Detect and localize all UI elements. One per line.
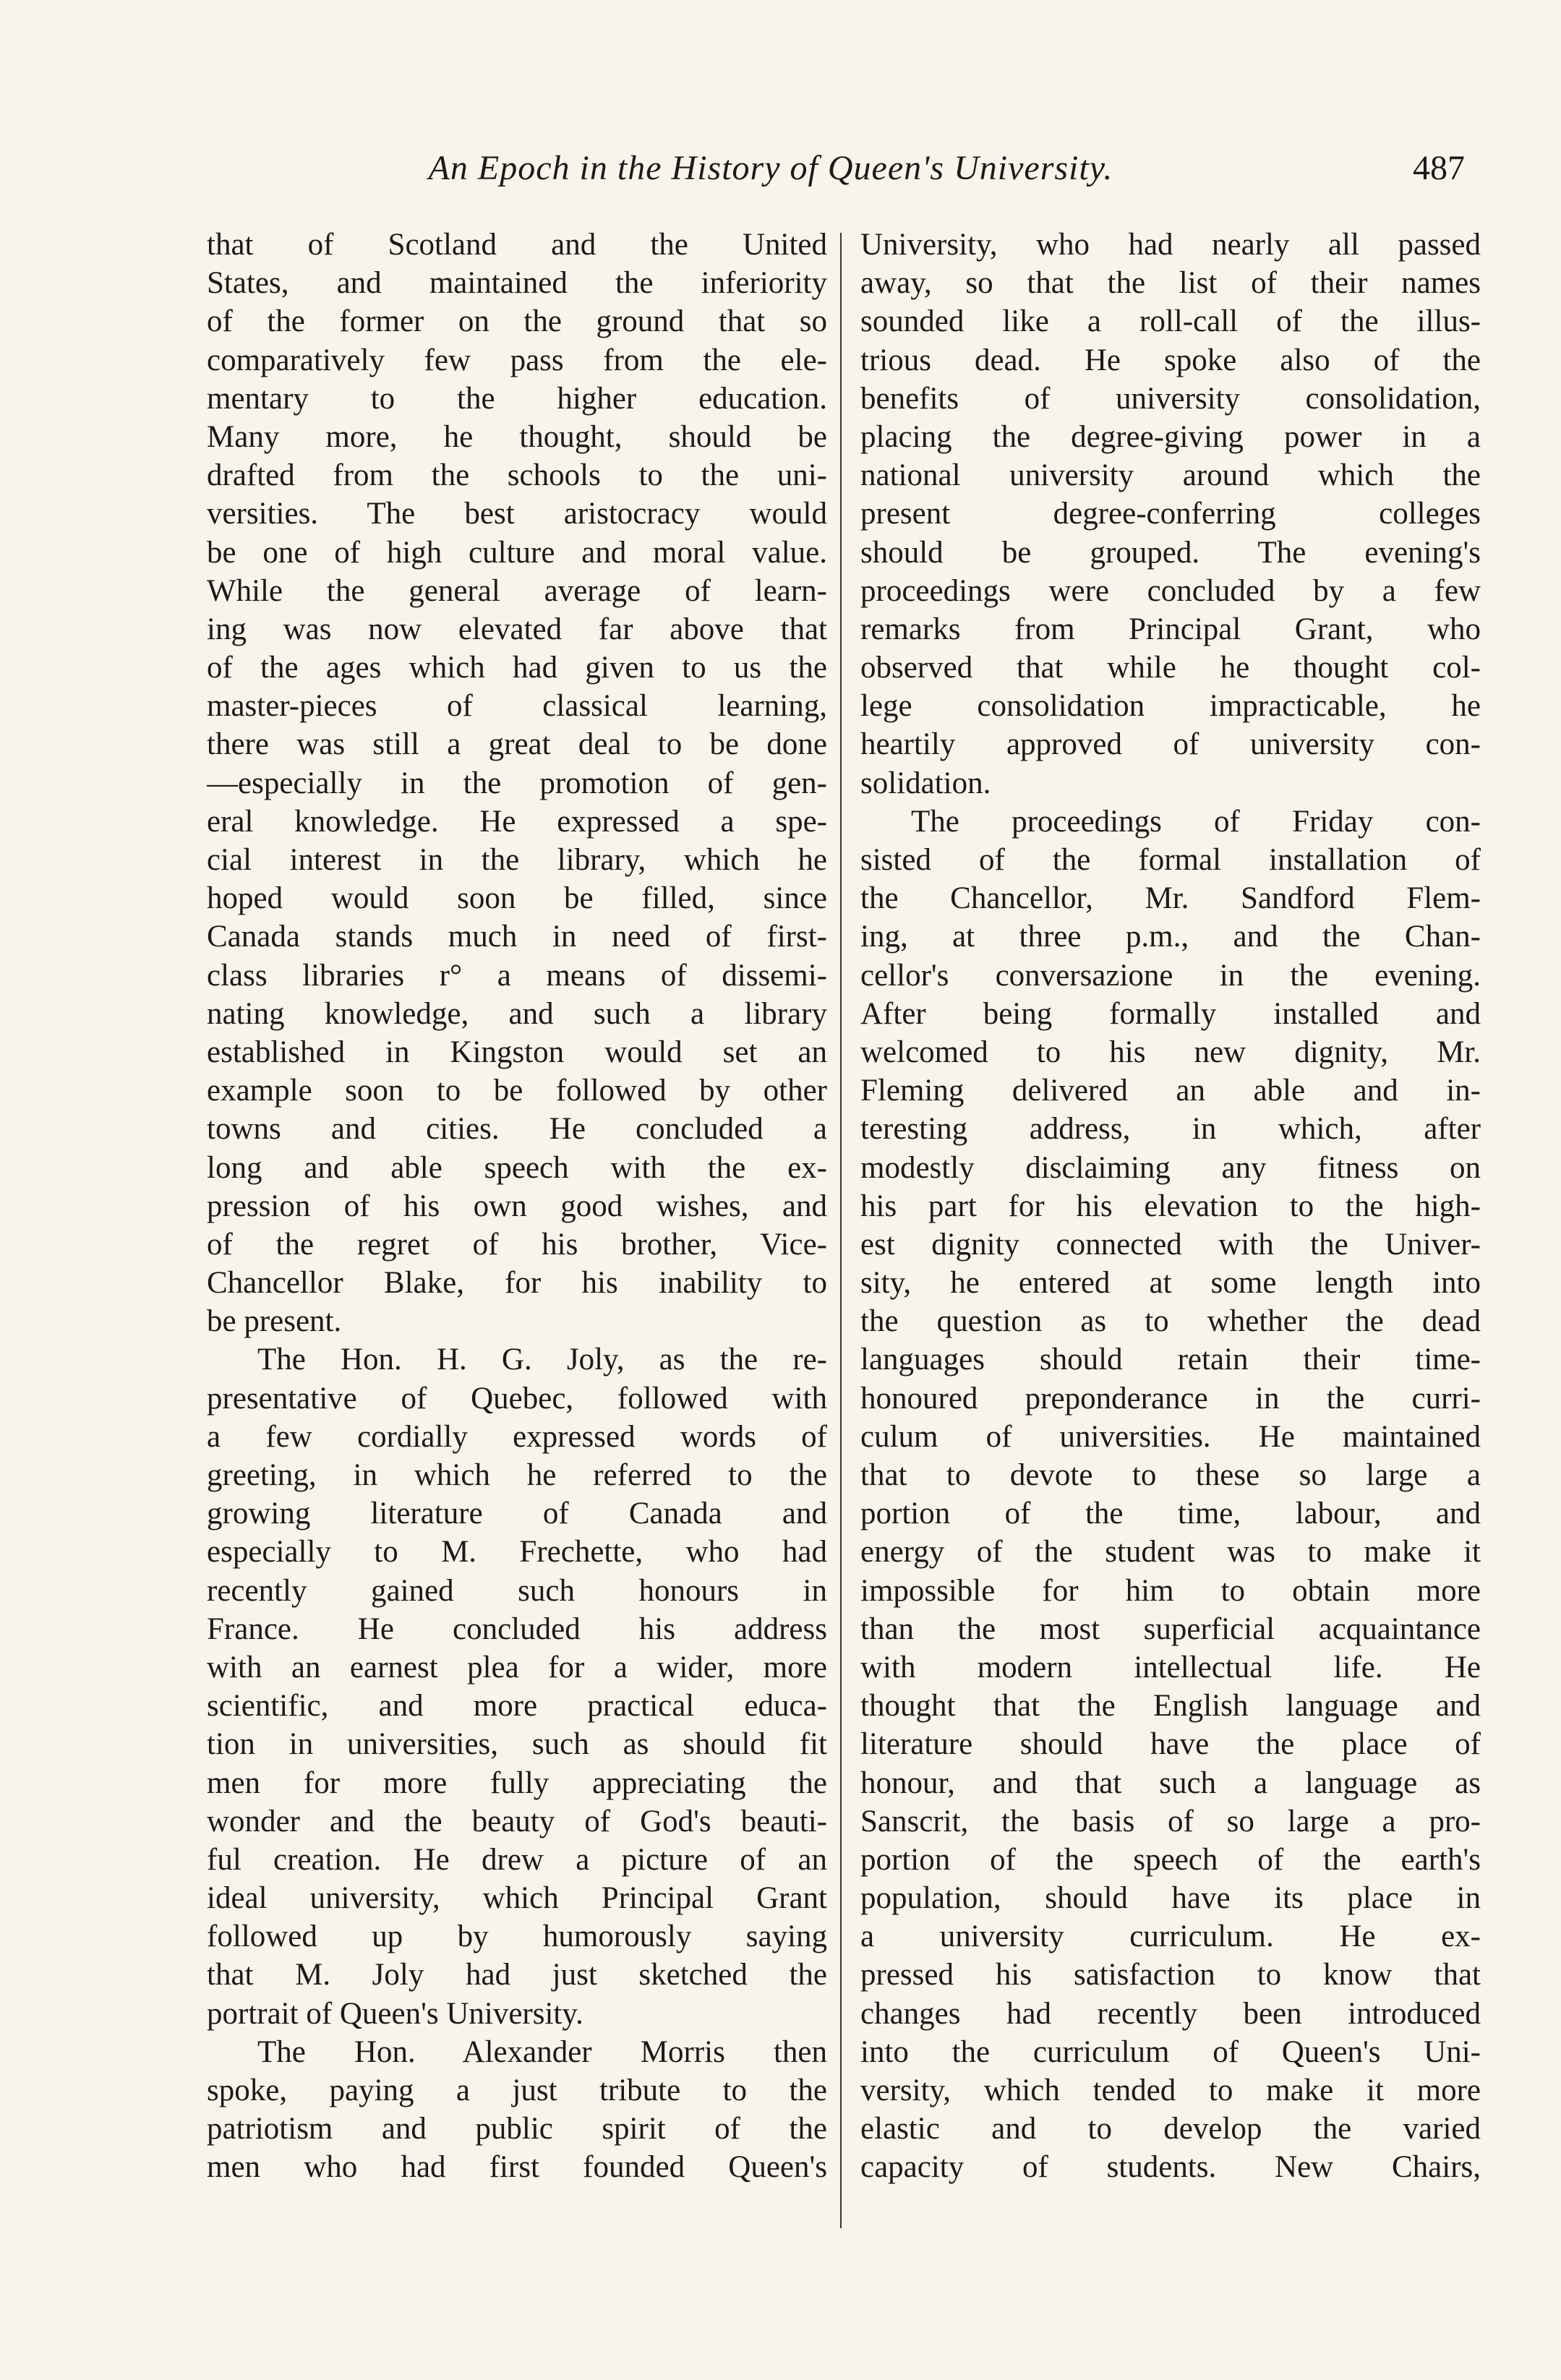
- text-line: energy of the student was to make it: [860, 1535, 1481, 1570]
- text-line: the question as to whether the dead: [860, 1304, 1481, 1339]
- text-line: long and able speech with the ex-: [207, 1150, 827, 1185]
- text-line: wonder and the beauty of God's beauti-: [207, 1804, 827, 1838]
- text-line: established in Kingston would set an: [207, 1035, 827, 1069]
- text-line: ing, at three p.m., and the Chan-: [860, 920, 1481, 954]
- text-line: hoped would soon be filled, since: [207, 881, 827, 916]
- text-line: pression of his own good wishes, and: [207, 1189, 827, 1223]
- text-line: into the curriculum of Queen's Uni-: [860, 2034, 1481, 2069]
- text-line: welcomed to his new dignity, Mr.: [860, 1035, 1481, 1069]
- text-line: France. He concluded his address: [207, 1611, 827, 1646]
- text-line: growing literature of Canada and: [207, 1497, 827, 1531]
- text-line: sity, he entered at some length into: [860, 1266, 1481, 1301]
- text-line: pressed his satisfaction to know that: [860, 1958, 1481, 1992]
- text-line: than the most superficial acquaintance: [860, 1611, 1481, 1646]
- text-line: nating knowledge, and such a library: [207, 996, 827, 1031]
- text-line: with an earnest plea for a wider, more: [207, 1650, 827, 1685]
- text-line: lege consolidation impracticable, he: [860, 689, 1481, 724]
- text-line: portion of the time, labour, and: [860, 1497, 1481, 1531]
- text-line: recently gained such honours in: [207, 1573, 827, 1608]
- text-line: of the regret of his brother, Vice-: [207, 1227, 827, 1262]
- text-line: his part for his elevation to the high-: [860, 1189, 1481, 1223]
- text-line: be present.: [207, 1304, 342, 1339]
- right-column: [860, 226, 1481, 2187]
- text-line: a university curriculum. He ex-: [860, 1919, 1481, 1954]
- text-line: impossible for him to obtain more: [860, 1573, 1481, 1608]
- text-line: that M. Joly had just sketched the: [207, 1958, 827, 1992]
- text-line: scientific, and more practical educa-: [207, 1689, 827, 1724]
- text-line: While the general average of learn-: [207, 573, 827, 608]
- text-line: heartily approved of university con-: [860, 727, 1481, 762]
- text-line: teresting address, in which, after: [860, 1112, 1481, 1147]
- page-number: 487: [1413, 149, 1465, 187]
- text-line: men who had first founded Queen's: [207, 2150, 827, 2185]
- text-line: literature should have the place of: [860, 1727, 1481, 1762]
- text-line: eral knowledge. He expressed a spe-: [207, 804, 827, 839]
- text-line: that to devote to these so large a: [860, 1458, 1481, 1492]
- text-line: men for more fully appreciating the: [207, 1765, 827, 1800]
- text-line: Many more, he thought, should be: [207, 419, 827, 454]
- text-line: followed up by humorously saying: [207, 1919, 827, 1954]
- text-line: population, should have its place in: [860, 1881, 1481, 1916]
- text-line: that of Scotland and the United: [207, 228, 827, 262]
- text-line: master-pieces of classical learning,: [207, 689, 827, 724]
- text-line: thought that the English language and: [860, 1689, 1481, 1724]
- text-line: the Chancellor, Mr. Sandford Flem-: [860, 881, 1481, 916]
- text-line: class libraries r° a means of dissemi-: [207, 958, 827, 993]
- text-line: Canada stands much in need of first-: [207, 920, 827, 954]
- text-line: with modern intellectual life. He: [860, 1650, 1481, 1685]
- text-line: of the ages which had given to us the: [207, 651, 827, 685]
- running-title: An Epoch in the History of Queen's University.: [428, 149, 1113, 187]
- text-line: —especially in the promotion of gen-: [207, 766, 827, 800]
- text-line: est dignity connected with the Univer-: [860, 1227, 1481, 1262]
- text-line: example soon to be followed by other: [207, 1074, 827, 1108]
- text-line: ful creation. He drew a picture of an: [207, 1842, 827, 1877]
- text-line: greeting, in which he referred to the: [207, 1458, 827, 1492]
- text-line: solidation.: [860, 766, 991, 800]
- text-line: cial interest in the library, which he: [207, 843, 827, 877]
- text-line: towns and cities. He concluded a: [207, 1112, 827, 1147]
- text-line: sisted of the formal installation of: [860, 843, 1481, 877]
- text-line: observed that while he thought col-: [860, 651, 1481, 685]
- text-line: spoke, paying a just tribute to the: [207, 2073, 827, 2107]
- text-line: presentative of Quebec, followed with: [207, 1381, 827, 1416]
- text-line: a few cordially expressed words of: [207, 1419, 827, 1454]
- text-line: comparatively few pass from the ele-: [207, 343, 827, 377]
- text-line: ing was now elevated far above that: [207, 612, 827, 646]
- text-line: culum of universities. He maintained: [860, 1419, 1481, 1454]
- text-line: ideal university, which Principal Grant: [207, 1881, 827, 1916]
- column-divider: [840, 233, 842, 2228]
- text-line: University, who had nearly all passed: [860, 228, 1481, 262]
- text-line: cellor's conversazione in the evening.: [860, 958, 1481, 993]
- text-line: away, so that the list of their names: [860, 266, 1481, 301]
- text-line: patriotism and public spirit of the: [207, 2112, 827, 2146]
- text-line: States, and maintained the inferiority: [207, 266, 827, 301]
- text-line: present degree-conferring colleges: [860, 497, 1481, 531]
- text-line: The proceedings of Friday con-: [911, 804, 1481, 839]
- text-line: placing the degree-giving power in a: [860, 419, 1481, 454]
- text-line: The Hon. H. G. Joly, as the re-: [257, 1343, 827, 1377]
- text-line: changes had recently been introduced: [860, 1996, 1481, 2031]
- text-line: languages should retain their time-: [860, 1343, 1481, 1377]
- text-line: versities. The best aristocracy would: [207, 497, 827, 531]
- text-line: versity, which tended to make it more: [860, 2073, 1481, 2107]
- text-line: Sanscrit, the basis of so large a pro-: [860, 1804, 1481, 1838]
- text-line: tion in universities, such as should fit: [207, 1727, 827, 1762]
- text-line: modestly disclaiming any fitness on: [860, 1150, 1481, 1185]
- text-line: there was still a great deal to be done: [207, 727, 827, 762]
- text-line: sounded like a roll-call of the illus-: [860, 304, 1481, 339]
- text-line: national university around which the: [860, 458, 1481, 493]
- text-line: mentary to the higher education.: [207, 381, 827, 416]
- text-line: After being formally installed and: [860, 996, 1481, 1031]
- text-line: be one of high culture and moral value.: [207, 535, 827, 570]
- left-column: [207, 226, 827, 2187]
- text-line: drafted from the schools to the uni-: [207, 458, 827, 493]
- text-line: especially to M. Frechette, who had: [207, 1535, 827, 1570]
- text-line: honoured preponderance in the curri-: [860, 1381, 1481, 1416]
- text-line: trious dead. He spoke also of the: [860, 343, 1481, 377]
- text-line: elastic and to develop the varied: [860, 2112, 1481, 2146]
- text-line: Fleming delivered an able and in-: [860, 1074, 1481, 1108]
- text-line: benefits of university consolidation,: [860, 381, 1481, 416]
- text-line: proceedings were concluded by a few: [860, 573, 1481, 608]
- text-line: capacity of students. New Chairs,: [860, 2150, 1481, 2185]
- text-line: portion of the speech of the earth's: [860, 1842, 1481, 1877]
- text-line: The Hon. Alexander Morris then: [257, 2034, 827, 2069]
- text-line: remarks from Principal Grant, who: [860, 612, 1481, 646]
- text-line: honour, and that such a language as: [860, 1765, 1481, 1800]
- text-line: of the former on the ground that so: [207, 304, 827, 339]
- text-line: portrait of Queen's University.: [207, 1996, 583, 2031]
- running-head: [207, 148, 1465, 206]
- text-line: Chancellor Blake, for his inability to: [207, 1266, 827, 1301]
- text-line: should be grouped. The evening's: [860, 535, 1481, 570]
